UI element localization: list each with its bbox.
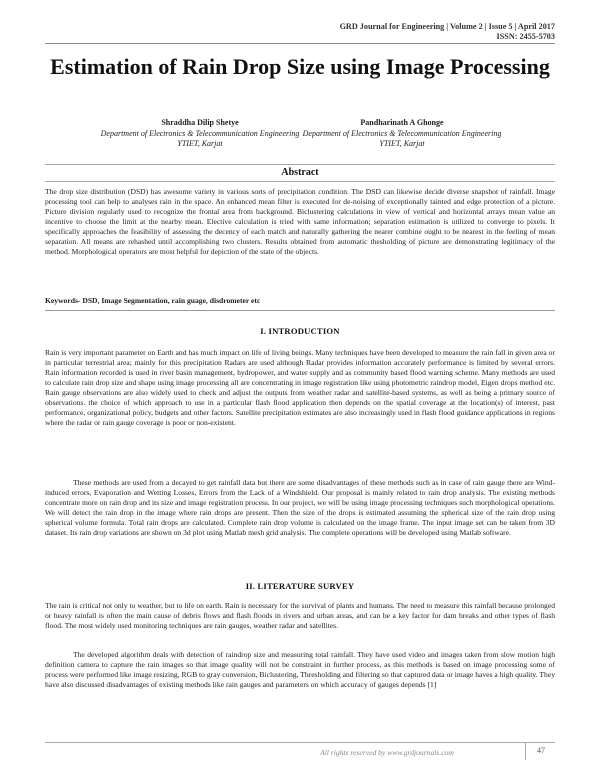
literature-paragraph-2: The developed algorithm deals with detection of raindrop size and measuring total rainfall. They have used video and images taken from slow motion high definition camera to capture the rain images so that image quality will not be constraint in further process, as this methods is based on image processing some of process were performed like image resizing, RGB to gray conversion, Biclustering, Thresholding and filtering so that captured data or image haves a high quality. They have also discussed disadvantages of existing methods like rain gauges and parameters on which accuracy of gauges depends [1] [45,650,555,689]
footer-divider [45,742,555,743]
paper-title: Estimation of Rain Drop Size using Image Processing [50,54,550,79]
abstract-heading: Abstract [281,167,319,178]
author-block-2 [302,118,502,150]
keywords: Keywords- DSD, Image Segmentation, rain guage, disdrometer etc [45,296,261,305]
journal-info: GRD Journal for Engineering | Volume 2 | Issue 5 | April 2017 [339,22,555,31]
author-department: Department of Electronics & Telecommunication Engineering [100,128,300,138]
author-institute: YTIET, Karjat [177,139,223,148]
author-block-1 [100,118,300,150]
literature-paragraph-1: The rain is critical not only to weather, but to life on earth. Rain is necessary for the survival of plants and humans. The need to measure this rainfall because prolonged or heavy rainfall is often the main cause of debris flows and flash floods in rivers and urban areas, and can be a key factor for dam breaks and other types of flash flood. The most widely used monitoring techniques are rain gauges, weather radar and satellites. [45,601,555,630]
issn: ISSN: 2455-5703 [496,32,555,41]
abstract-text: The drop size distribution (DSD) has awesome variety in various sorts of precipitation condition. The DSD can likewise decide diverse snapshot of rainfall. Image processing tool can help to analyses rain in the space. An enhanced mean filter is executed for de-noising of exceptionally tainted and edge protection of a picture. Picture division regularly used to recognize the frontal area from background. Biclustering calculations in view of vertical and horizontal arrays mean value an incentive to choose the limit at the nearby mean. Elective calculation is tried with same information; separation estimation is utilized to converge to pixels. It specifically approaches the feasibility of assessing the decency of each match and naturally gathering the nearer combine ought to be nearest in the feeling of mean separation. All means are rehashed until accomplishing two clusters. Results obtained from automatic thesholding of picture are demonstrating legitimacy of the method. Morphological operators are most helpful for depiction of the state of the objects. [45,187,555,256]
page-number: 47 [525,742,556,760]
intro-paragraph-2: These methods are used from a decayed to get rainfall data but there are some disadvantages of these methods such as in case of rain gauge there are Wind-induced errors, Evaporation and Wetting Losses, Errors from the Lack of a Windshield. Our proposal is mainly related to rain drop analysis. The existing methods concentrate more on rain drop and its size and image registration process. In our project, we will be using image processing techniques such morphological operations. We will detect the rain drop in the image where rain drops are present. Then the size of the drops is estimated assuming the spherical size of the rain drop using spherical volume formula. Total rain drops are calculated. Complete rain drop volume is calculated on the image frame. The input image set can be taken from 3D dataset. Its rain drop variations are shown on 3d plot using Matlab mesh grid analysis. The complete operations will be developed using Matlab software. [45,478,555,537]
author-department: Department of Electronics & Telecommunication Engineering [302,128,502,138]
author-name: Shraddha Dilip Shetye [161,118,239,127]
journal-header [340,22,555,42]
author-institute: YTIET, Karjat [379,139,425,148]
header-divider [45,43,555,44]
intro-paragraph-1: Rain is very important parameter on Earth and has much impact on life of living beings. Many techniques have been developed to measure the rain fall in given area or in particular terrestrial area; mainly for this precipitation Radars are used although Radar provides information accurately performance is limited by several errors. Rain information recorded is used in river basin management, hydropower, and water supply and as community based flood warning scheme. Many methods are used to calculate rain drop size and shape using image processing all are concentrating in image registration like using photometric raindrop model, Eigen drops method etc. Rain gauge observations are also widely used to check and adjust the outputs from weather radar and satellite-based systems, as well as being a primary source of observations. the choice of which approach to use in a particular flash flood application then depends on the spatial coverage at the location(s) of interest, past performance, organizational policy, budgets and other factors. Satellite precipitation estimates are also increasingly used in flash flood guidance applications in regions where the radar or rain gauge coverage is poor or non-existent. [45,348,555,427]
abstract-divider [45,310,555,311]
author-name: Pandharinath A Ghonge [360,118,444,127]
section-heading-introduction: I. INTRODUCTION [260,326,340,336]
footer-rights: All rights reserved by www.grdjournals.com [320,748,454,757]
section-heading-literature-survey: II. LITERATURE SURVEY [245,581,355,591]
